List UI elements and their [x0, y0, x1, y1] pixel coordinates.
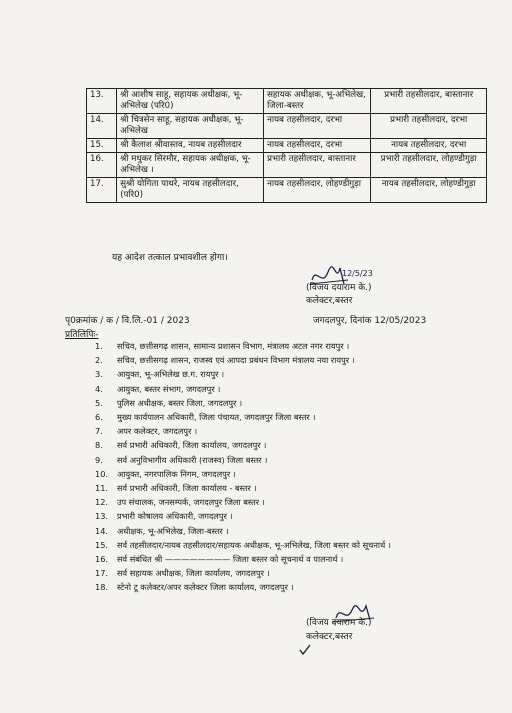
list-item-text: सचिव, छत्तीसगढ़ शासन, सामान्य प्रशासन विभाग, मंत्रालय अटल नगर रायपुर ।: [117, 341, 350, 351]
list-item: [95, 524, 455, 538]
list-item: [95, 367, 455, 381]
list-item: [95, 424, 455, 438]
signatory-name: (विजय दयाराम के.): [306, 283, 372, 293]
list-item-number: 18.: [95, 582, 109, 593]
list-item-number: 1.: [95, 341, 103, 351]
row-number: 15.: [87, 139, 117, 153]
list-item: [95, 453, 455, 467]
list-item: [95, 566, 455, 580]
list-item-number: 8.: [95, 440, 103, 451]
list-item-number: 7.: [95, 426, 103, 437]
list-item-number: 11.: [95, 483, 109, 494]
list-item: [95, 552, 455, 566]
list-item: [95, 339, 455, 353]
memo-number: पृ0क्रमांक / क / वि.लि.-01 / 2023: [65, 316, 190, 326]
list-item-text: सर्व अनुविभागीय अधिकारी (राजस्व) जिला बस्तर ।: [117, 454, 268, 465]
list-item: [95, 509, 455, 523]
list-item-number: 2.: [95, 355, 103, 366]
current-post: सहायक अधीक्षक, भू-अभिलेख, जिला-बस्तर: [264, 89, 371, 114]
list-item-text: स्टेनो टू कलेक्टर/अपर कलेक्टर जिला कार्यालय, जगदलपुर ।: [117, 582, 294, 593]
list-item-number: 6.: [95, 412, 103, 423]
copy-to-heading: प्रतिलिपिः-: [65, 330, 99, 340]
signature-block-bottom: [306, 616, 371, 644]
signatory-name-bottom: (विजय दयाराम के.): [306, 618, 372, 628]
transfer-table-body: [87, 89, 487, 203]
list-item-text: सर्व तहसीलदार/नायब तहसीलदार/सहायक अधीक्षक, भू-अभिलेख, जिला बस्तर को सूचनार्थ ।: [117, 539, 391, 550]
current-post: नायब तहसीलदार, दरभा: [264, 114, 371, 139]
list-item-number: 12.: [95, 497, 109, 508]
officer-name: सुश्री योगिता पाथरे, नायब तहसीलदार, (परि0): [117, 178, 264, 203]
list-item-number: 4.: [95, 383, 103, 394]
signature-block-top: [306, 282, 371, 308]
transfer-table: [86, 88, 487, 203]
signature-top-initials: 12/5/23: [342, 269, 373, 278]
list-item-text: आयुक्त, भू-अभिलेख छ.ग. रायपुर ।: [117, 369, 225, 380]
date-line: जगदलपुर, दिनांक 12/05/2023: [313, 316, 427, 326]
list-item-number: 14.: [95, 525, 109, 536]
list-item-number: 10.: [95, 468, 109, 479]
table-row: [87, 153, 487, 178]
current-post: प्रभारी तहसीलदार, बास्तानार: [264, 153, 371, 178]
new-post: प्रभारी तहसीलदार, लोहण्डीगुड़ा: [371, 153, 487, 178]
copy-recipient-list: [95, 339, 455, 595]
table-row: [87, 178, 487, 203]
list-item: [95, 538, 455, 552]
officer-name: श्री आशीष साहू, सहायक अधीक्षक, भू-अभिलेख (परि0): [117, 89, 264, 114]
list-item: [95, 382, 455, 396]
list-item: [95, 580, 455, 594]
list-item: [95, 495, 455, 509]
list-item-text: सर्व प्रभारी अधिकारी, जिला कार्यालय - बस्तर ।: [117, 483, 257, 494]
new-post: प्रभारी तहसीलदार, दरभा: [371, 114, 487, 139]
table-row: [87, 114, 487, 139]
new-post: प्रभारी तहसीलदार, बास्तानार: [371, 89, 487, 114]
table-row: [87, 139, 487, 153]
list-item-text: आयुक्त, नगरपालिक निगम, जगदलपुर ।: [117, 468, 236, 479]
list-item-text: उप संचालक, जनसम्पर्क, जगदलपुर जिला बस्तर ।: [117, 497, 265, 508]
list-item-text: मुख्य कार्यपालन अधिकारी, जिला पंचायत, जगदलपुर जिला बस्तर ।: [117, 412, 316, 423]
current-post: नायब तहसीलदार, लोहण्डीगुड़ा: [264, 178, 371, 203]
officer-name: श्री चित्रसेन साहू, सहायक अधीक्षक, भू-अभिलेख: [117, 114, 264, 139]
list-item-text: सचिव, छत्तीसगढ़ शासन, राजस्व एवं आपदा प्रबंधन विभाग मंत्रालय नया रायपुर ।: [117, 355, 355, 366]
table-row: [87, 89, 487, 114]
list-item-number: 16.: [95, 554, 109, 565]
list-item-number: 3.: [95, 369, 103, 380]
list-item-text: प्रभारी कोषालय अधिकारी, जगदलपुर ।: [117, 511, 233, 522]
row-number: 13.: [87, 89, 117, 114]
row-number: 16.: [87, 153, 117, 178]
list-item-number: 5.: [95, 397, 103, 408]
list-item-text: सर्व संबंधित श्री ———————— जिला बस्तर को सूचनार्थ व पालनार्थ ।: [117, 554, 344, 565]
list-item: [95, 467, 455, 481]
effect-statement: यह आदेश तत्काल प्रभावशील होगा।: [112, 253, 228, 263]
list-item-text: आयुक्त, बस्तर संभाग, जगदलपुर ।: [117, 383, 221, 394]
list-item: [95, 410, 455, 424]
list-item-number: 9.: [95, 454, 103, 465]
signatory-designation: कलेक्टर,बस्तर: [306, 296, 353, 306]
list-item-text: अधीक्षक, भू-अभिलेख, जिला-बस्तर ।: [117, 525, 229, 536]
list-item-text: सर्व सहायक अधीक्षक, जिला कार्यालय, जगदलपुर ।: [117, 568, 270, 579]
officer-name: श्री मधुकर सिरमौर, सहायक अधीक्षक, भू-अभिलेख ।: [117, 153, 264, 178]
row-number: 14.: [87, 114, 117, 139]
list-item: [95, 481, 455, 495]
list-item: [95, 438, 455, 452]
new-post: नायब तहसीलदार, दरभा: [371, 139, 487, 153]
tick-mark-icon: [298, 643, 312, 657]
list-item-number: 17.: [95, 568, 109, 579]
list-item: [95, 353, 455, 367]
current-post: नायब तहसीलदार, दरभा: [264, 139, 371, 153]
row-number: 17.: [87, 178, 117, 203]
new-post: नायब तहसीलदार, लोहण्डीगुड़ा: [371, 178, 487, 203]
list-item-text: पुलिस अधीक्षक, बस्तर जिला, जगदलपुर ।: [117, 397, 243, 408]
list-item-text: अपर कलेक्टर, जगदलपुर ।: [117, 426, 198, 437]
signatory-designation-bottom: कलेक्टर,बस्तर: [306, 632, 353, 642]
list-item: [95, 396, 455, 410]
list-item-number: 13.: [95, 511, 109, 522]
officer-name: श्री कैलाश श्रीवास्तव, नायब तहसीलदार: [117, 139, 264, 153]
list-item-number: 15.: [95, 539, 109, 550]
list-item-text: सर्व प्रभारी अधिकारी, जिला कार्यालय, जगदलपुर ।: [117, 440, 267, 451]
